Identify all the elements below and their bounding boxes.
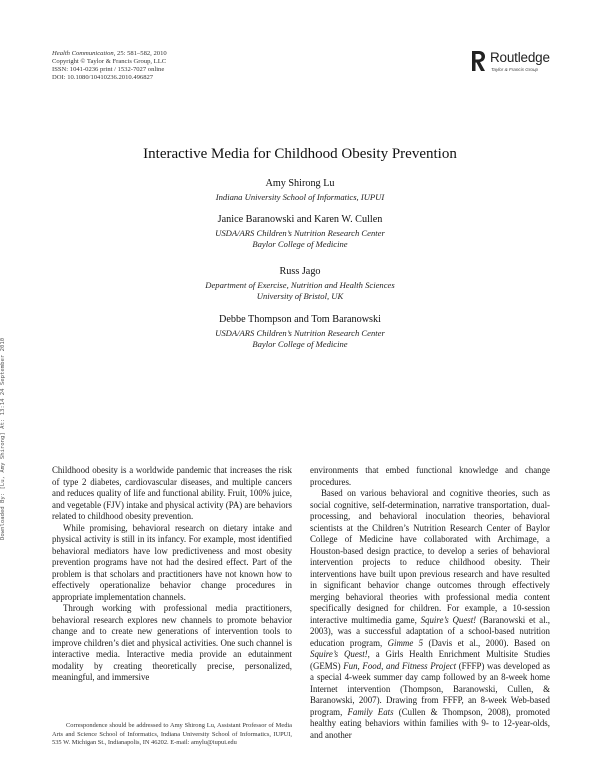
article-title: Interactive Media for Childhood Obesity Prevention xyxy=(143,146,457,162)
journal-name: Health Communication xyxy=(52,50,114,57)
body-paragraph: Childhood obesity is a worldwide pandemic that increases the risk of type 2 diabetes, cardiovascular diseases, and multiple cancers and reduces quality of life and functional ability. Fruit, 100% juice, and vegetable (FJV) intake and physical activity (PA) are behaviors related to childhood obesity prevention. xyxy=(52,465,292,521)
author-affiliation-3 xyxy=(0,280,600,303)
text-run: (Davis et al., 2000). Based on xyxy=(428,637,550,648)
author-names-2: Janice Baranowski and Karen W. Cullen xyxy=(217,214,383,225)
affiliation-line: Department of Exercise, Nutrition and Health Sciences xyxy=(205,280,395,290)
author-affiliation-4 xyxy=(0,328,600,351)
correspondence-footnote: Correspondence should be addressed to Amy Shirong Lu, Assistant Professor of Media Arts and Science School of Informatics, Indiana University School of Informatics, IUPUI, 535 W. Michigan St., Indianapolis, IN 46202. E-mail: amylu@iupui.edu xyxy=(52,722,292,747)
publisher-logo xyxy=(470,48,580,78)
publication-info xyxy=(52,50,312,82)
body-column-left xyxy=(52,465,292,684)
issn-line: ISSN: 1041-0236 print / 1532-7027 online xyxy=(52,65,165,73)
doi-line: DOI: 10.1080/10410236.2010.496827 xyxy=(52,73,154,81)
program-title: Gimme 5 xyxy=(387,637,424,648)
text-run: (Cullen & Thompson, 2008), promoted healthy eating behaviors within families with 9- to 12-year-olds, and another xyxy=(310,706,550,740)
author-names-3: Russ Jago xyxy=(279,266,321,277)
author-affiliation-1 xyxy=(0,192,600,203)
text-run: Based on various behavioral and cognitive theories, such as social cognitive, self-determination, narrative transportation, dual-processing, and behavioral inoculation theories, behavioral scientists at the Children’s Nutrition Research Center of Baylor College of Medicine have collaborated with Archimage, a Houston-based design practice, to develop a series of behavioral intervention projects to reduce childhood obesity. Their interventions have built upon previous research and have resulted in significant behavior change outcomes through effectively merging behavioral theories with professional media content specifically designed for children. For example, a 10-session interactive multimedia game, xyxy=(310,488,550,625)
affiliation-line: USDA/ARS Children’s Nutrition Research Center xyxy=(215,328,385,338)
project-title: Fun, Food, and Fitness Project xyxy=(343,660,457,671)
affiliation-line: University of Bristol, UK xyxy=(256,291,344,302)
program-title: Family Eats xyxy=(347,706,394,717)
body-paragraph: Through working with professional media practitioners, behavioral research explores new channels to promote behavior change and to create new generations of intervention tools to improve children’s diet and physical activities. One such channel is interactive media. Interactive media provide an edutainment modality by creating theoretically precise, personalized, meaningful, and immersive xyxy=(52,603,292,682)
body-column-right xyxy=(310,465,550,741)
author-names-1: Amy Shirong Lu xyxy=(265,178,335,189)
author-names-4: Debbe Thompson and Tom Baranowski xyxy=(219,314,381,325)
journal-citation: , 25: 581–582, 2010 xyxy=(113,50,167,57)
body-paragraph: While promising, behavioral research on dietary intake and physical activity is still in its infancy. For example, most identified behavioral mediators have low predictiveness and most obesity prevention programs have not had the desired effect. Part of the problem is that scholars and practitioners have not known how to effectively operationalize behavior change procedures in appropriate implementation channels. xyxy=(52,522,292,602)
copyright-line: Copyright © Taylor & Francis Group, LLC xyxy=(52,57,167,65)
author-affiliation-2 xyxy=(0,228,600,251)
affiliation-line: Baylor College of Medicine xyxy=(252,239,348,250)
game-title: Squire’s Quest! xyxy=(420,614,477,625)
body-paragraph: environments that embed functional knowledge and change procedures. xyxy=(310,465,550,487)
routledge-mark-icon xyxy=(470,50,486,72)
body-paragraph xyxy=(310,488,550,741)
text-run: , a Girls Health Enrichment Multisite Studies (GEMS) xyxy=(310,649,551,671)
affiliation-line: USDA/ARS Children’s Nutrition Research Center xyxy=(215,228,385,238)
affiliation-line: Baylor College of Medicine xyxy=(252,339,348,350)
logo-subtitle: Taylor & Francis Group xyxy=(491,67,539,72)
logo-name: Routledge xyxy=(490,50,550,65)
download-watermark: Downloaded By: [Lu, Amy Shirong] At: 13:14 24 September 2010 xyxy=(0,337,6,540)
game-title: Squire’s Quest! xyxy=(310,649,368,659)
text-run: (Baranowski et al., 2003), was a successful adaptation of a school-based nutrition education program, xyxy=(310,614,551,648)
affiliation-line: Indiana University School of Informatics, IUPUI xyxy=(215,192,385,202)
text-run: (FFFP) was developed as a special 4-week summer day camp followed by an 8-week home Internet intervention (Thompson, Baranowski, Cullen, & Baranowski, 2007). Drawing from FFFP, an 8-week Web-based program, xyxy=(310,660,550,717)
citation-line xyxy=(52,50,312,58)
